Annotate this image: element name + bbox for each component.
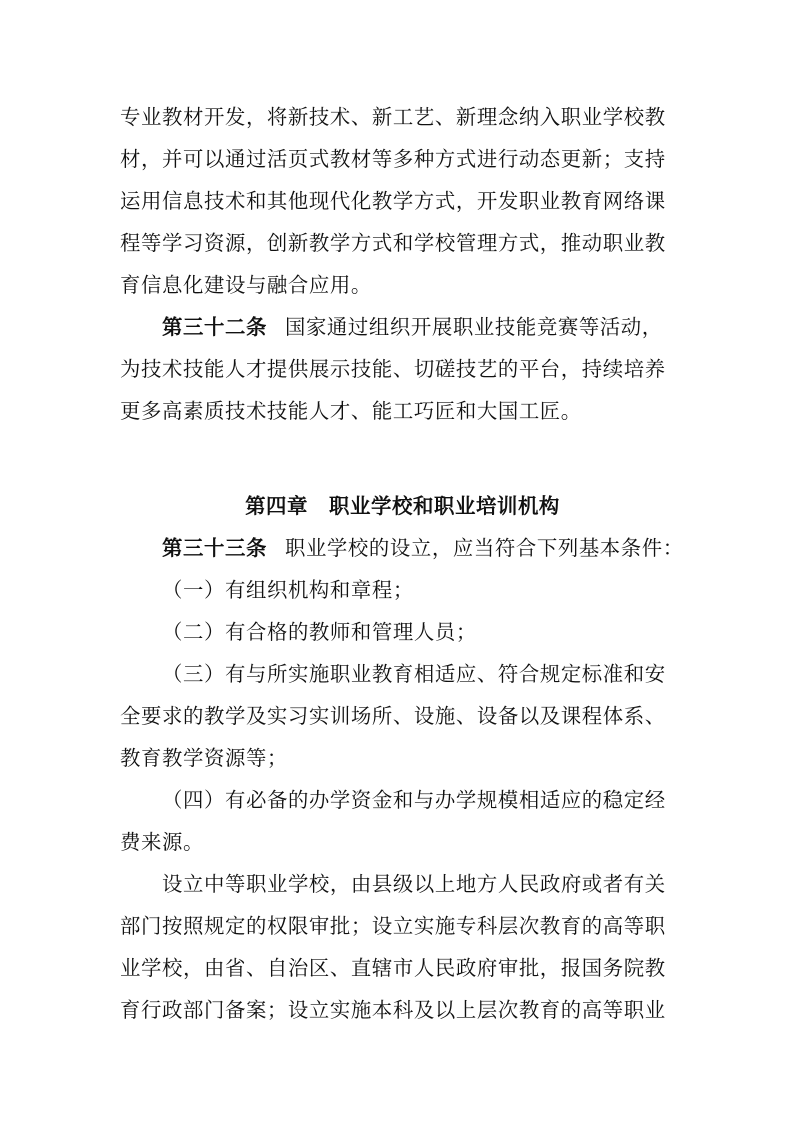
text-line: 全要求的教学及实习实训场所、设施、设备以及课程体系、 xyxy=(120,704,666,728)
text-line: 材，并可以通过活页式教材等多种方式进行动态更新；支持 xyxy=(120,147,666,171)
text-line: 费来源。 xyxy=(120,830,204,854)
text-line: 专业教材开发，将新技术、新工艺、新理念纳入职业学校教 xyxy=(120,105,666,129)
text-line: 业学校，由省、自治区、直辖市人民政府审批，报国务院教 xyxy=(120,956,666,980)
text-line: 教育教学资源等； xyxy=(120,746,288,770)
text-line: 国家通过组织开展职业技能竞赛等活动， xyxy=(284,315,663,339)
article-32 xyxy=(120,306,685,432)
text-line: 设立中等职业学校，由县级以上地方人民政府或者有关 xyxy=(162,872,666,896)
text-line: 育行政部门备案；设立实施本科及以上层次教育的高等职业 xyxy=(120,998,666,1022)
list-item: （二）有合格的教师和管理人员； xyxy=(162,620,477,644)
text-line: 为技术技能人才提供展示技能、切磋技艺的平台，持续培养 xyxy=(120,357,666,381)
list-item: （三）有与所实施职业教育相适应、符合规定标准和安 xyxy=(162,662,666,686)
article-number: 第三十二条 xyxy=(162,315,267,339)
text-line: 部门按照规定的权限审批；设立实施专科层次教育的高等职 xyxy=(120,914,666,938)
article-32-first-line xyxy=(120,306,685,348)
list-item: （一）有组织机构和章程； xyxy=(162,578,414,602)
paragraph-continuation xyxy=(120,96,685,306)
text-line: 职业学校的设立，应当符合下列基本条件： xyxy=(284,536,684,560)
text-line: 运用信息技术和其他现代化教学方式，开发职业教育网络课 xyxy=(120,189,666,213)
article-33-first-line xyxy=(120,527,685,569)
article-number: 第三十三条 xyxy=(162,536,267,560)
article-33 xyxy=(120,527,685,1031)
text-line: 育信息化建设与融合应用。 xyxy=(120,273,372,297)
text-line: 更多高素质技术技能人才、能工巧匠和大国工匠。 xyxy=(120,399,582,423)
text-line: 程等学习资源，创新教学方式和学校管理方式，推动职业教 xyxy=(120,231,666,255)
document-page xyxy=(120,96,685,1031)
list-item: （四）有必备的办学资金和与办学规模相适应的稳定经 xyxy=(162,788,666,812)
chapter-heading: 第四章 职业学校和职业培训机构 xyxy=(245,494,560,518)
